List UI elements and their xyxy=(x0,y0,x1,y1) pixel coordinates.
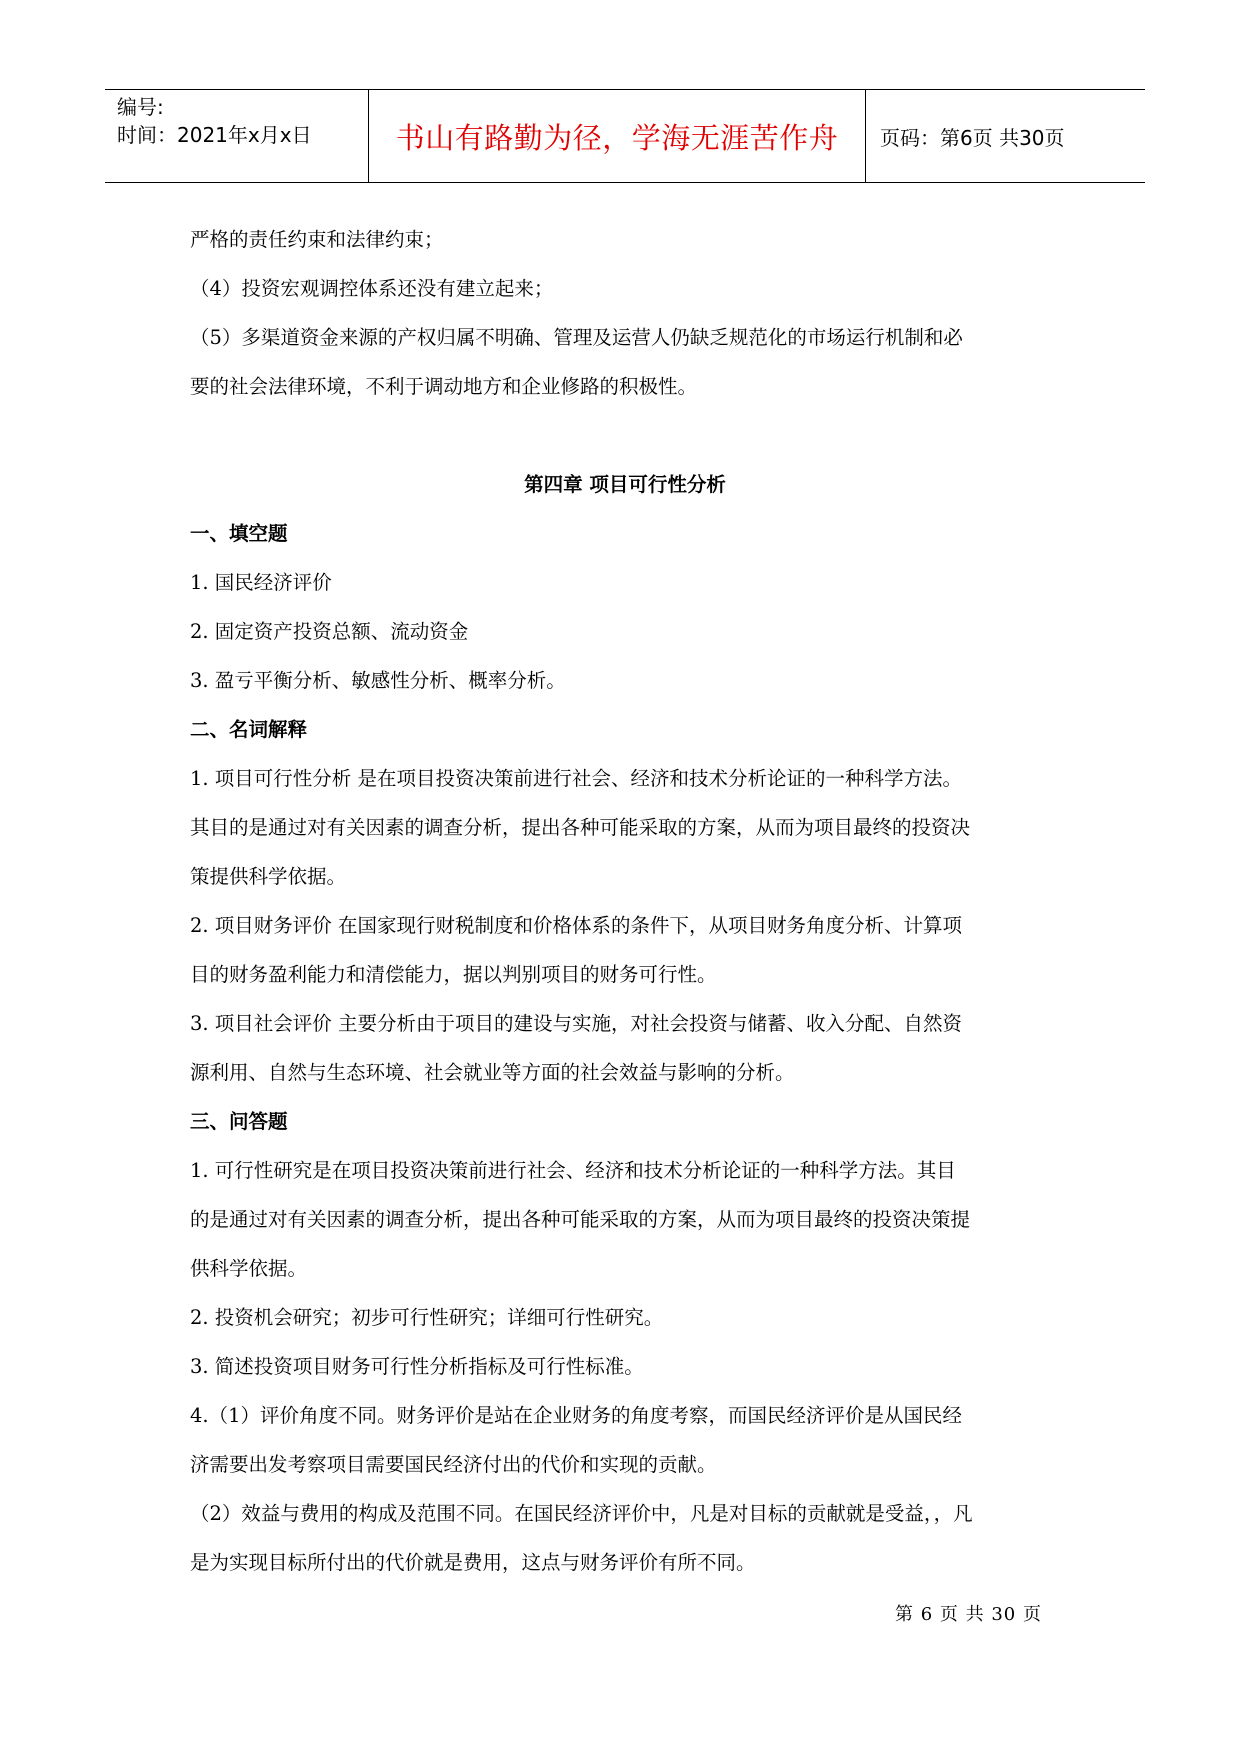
answer-line: 3. 简述投资项目财务可行性分析指标及可行性标准。 xyxy=(190,1355,644,1378)
answer-line: 供科学依据。 xyxy=(190,1257,308,1280)
header-meta xyxy=(105,90,369,182)
answer-line: 2. 项目财务评价 在国家现行财税制度和价格体系的条件下，从项目财务角度分析、计算项 xyxy=(190,914,963,937)
answer-line: 1. 项目可行性分析 是在项目投资决策前进行社会、经济和技术分析论证的一种科学方法。 xyxy=(190,767,963,790)
answer-line: 4.（1）评价角度不同。财务评价是站在企业财务的角度考察，而国民经济评价是从国民经 xyxy=(190,1404,963,1427)
answer-line: 其目的是通过对有关因素的调查分析，提出各种可能采取的方案，从而为项目最终的投资决 xyxy=(190,816,971,839)
answer-line: 3. 项目社会评价 主要分析由于项目的建设与实施，对社会投资与储蓄、收入分配、自然资 xyxy=(190,1012,963,1035)
document-number-label: 编号: xyxy=(117,95,164,119)
header-motto: 书山有路勤为径，学海无涯苦作舟 xyxy=(369,90,866,182)
document-time-label: 时间：2021年x月x日 xyxy=(117,123,312,147)
paragraph-line: （4）投资宏观调控体系还没有建立起来； xyxy=(190,277,554,300)
answer-line: 2. 固定资产投资总额、流动资金 xyxy=(190,620,469,643)
page-header xyxy=(105,89,1145,183)
answer-line: 济需要出发考察项目需要国民经济付出的代价和实现的贡献。 xyxy=(190,1453,717,1476)
answer-line: 源利用、自然与生态环境、社会就业等方面的社会效益与影响的分析。 xyxy=(190,1061,795,1084)
paragraph-line: （5）多渠道资金来源的产权归属不明确、管理及运营人仍缺乏规范化的市场运行机制和必 xyxy=(190,326,963,349)
answer-line: 是为实现目标所付出的代价就是费用，这点与财务评价有所不同。 xyxy=(190,1551,756,1574)
document-body xyxy=(190,215,1060,1587)
section-title-qa: 三、问答题 xyxy=(190,1110,288,1133)
section-title-fill-blank: 一、填空题 xyxy=(190,522,288,545)
chapter-title: 第四章 项目可行性分析 xyxy=(524,473,726,496)
paragraph-line: 严格的责任约束和法律约束； xyxy=(190,228,444,251)
header-page-info: 页码：第6页 共30页 xyxy=(880,125,1065,150)
answer-line: 3. 盈亏平衡分析、敏感性分析、概率分析。 xyxy=(190,669,566,692)
answer-line: 的是通过对有关因素的调查分析，提出各种可能采取的方案，从而为项目最终的投资决策提 xyxy=(190,1208,971,1231)
answer-line: 1. 国民经济评价 xyxy=(190,571,332,594)
answer-line: 1. 可行性研究是在项目投资决策前进行社会、经济和技术分析论证的一种科学方法。其目 xyxy=(190,1159,956,1182)
answer-line: 目的财务盈利能力和清偿能力，据以判别项目的财务可行性。 xyxy=(190,963,717,986)
answer-line: 2. 投资机会研究；初步可行性研究；详细可行性研究。 xyxy=(190,1306,664,1329)
answer-line: 策提供科学依据。 xyxy=(190,865,347,888)
section-title-terms: 二、名词解释 xyxy=(190,718,308,741)
page-footer-number: 第 6 页 共 30 页 xyxy=(895,1604,1042,1625)
answer-line: （2）效益与费用的构成及范围不同。在国民经济评价中，凡是对目标的贡献就是受益，，凡 xyxy=(190,1502,973,1525)
paragraph-line: 要的社会法律环境，不利于调动地方和企业修路的积极性。 xyxy=(190,375,698,398)
